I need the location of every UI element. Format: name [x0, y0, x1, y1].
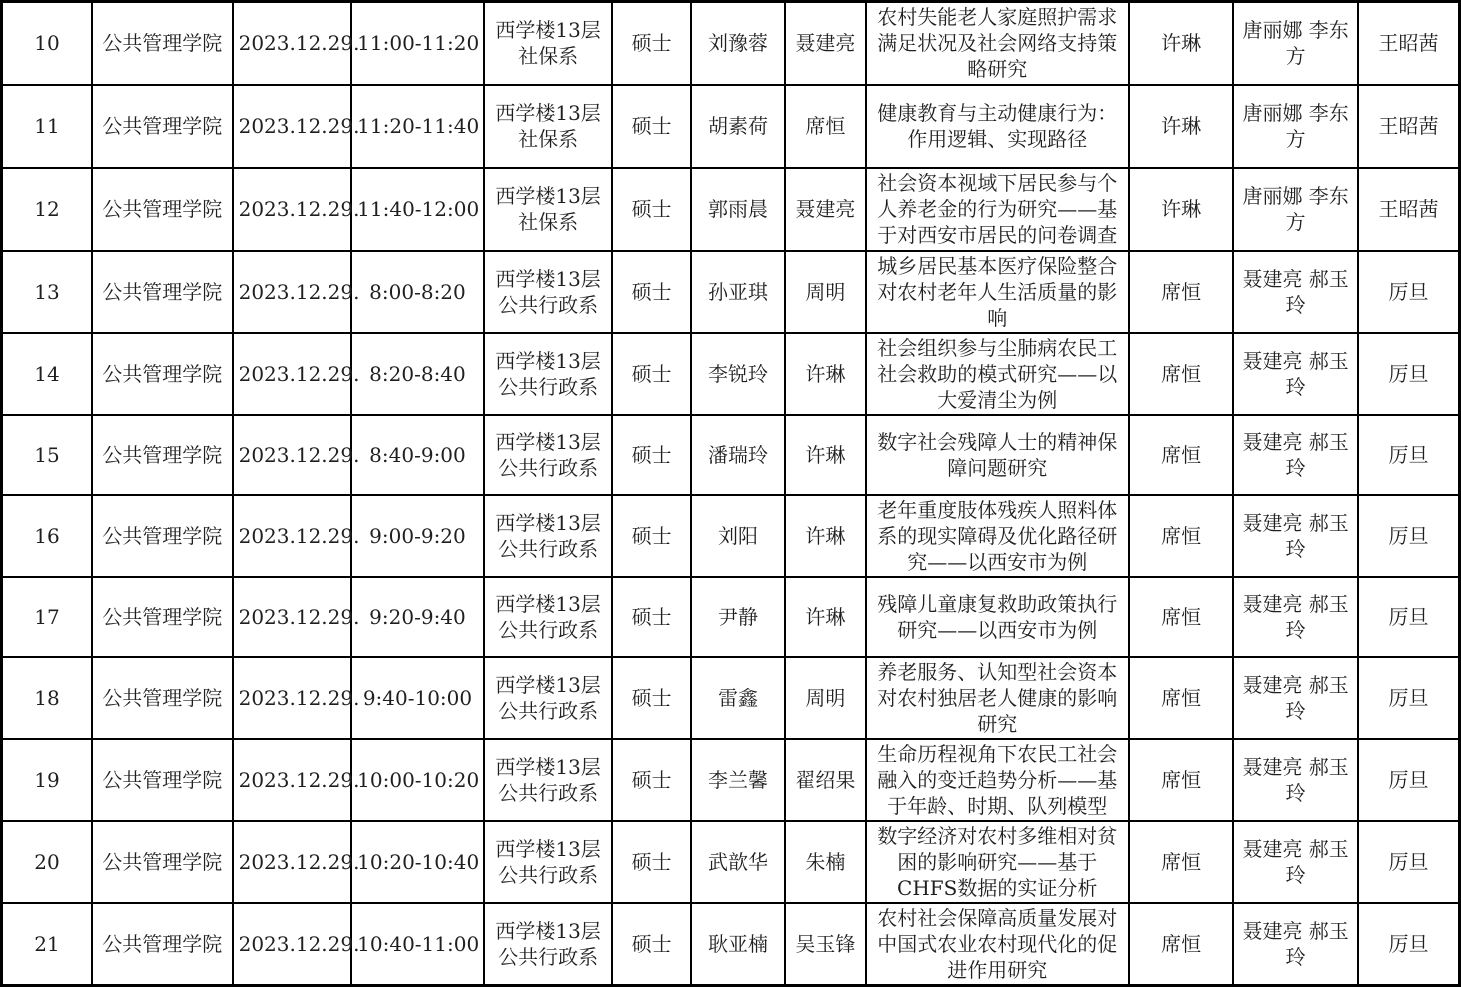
secretary-cell: 厉旦 — [1358, 495, 1460, 577]
schedule-row — [2, 903, 1460, 986]
chair-cell: 席恒 — [1129, 333, 1234, 415]
thesis-title-cell: 健康教育与主动健康行为：作用逻辑、实现路径 — [866, 85, 1129, 168]
student-cell: 郭雨晨 — [691, 168, 785, 251]
date-cell: 2023.12.29. — [233, 903, 352, 986]
date-cell: 2023.12.29. — [233, 333, 352, 415]
date-cell: 2023.12.29. — [233, 495, 352, 577]
location-cell: 西学楼13层公共行政系 — [484, 577, 613, 657]
college-cell: 公共管理学院 — [92, 657, 233, 739]
location-cell: 西学楼13层公共行政系 — [484, 821, 613, 903]
college-cell: 公共管理学院 — [92, 577, 233, 657]
thesis-title-cell: 生命历程视角下农民工社会融入的变迁趋势分析——基于年龄、时期、队列模型 — [866, 739, 1129, 821]
secretary-cell: 厉旦 — [1358, 657, 1460, 739]
secretary-cell: 王昭茜 — [1358, 2, 1460, 85]
schedule-row — [2, 495, 1460, 577]
serial-cell: 11 — [2, 85, 92, 168]
secretary-cell: 王昭茜 — [1358, 85, 1460, 168]
date-cell: 2023.12.29. — [233, 2, 352, 85]
thesis-title-cell: 养老服务、认知型社会资本对农村独居老人健康的影响研究 — [866, 657, 1129, 739]
schedule-row — [2, 657, 1460, 739]
serial-cell: 14 — [2, 333, 92, 415]
time-cell: 11:20-11:40 — [351, 85, 484, 168]
thesis-title-cell: 城乡居民基本医疗保险整合对农村老年人生活质量的影响 — [866, 251, 1129, 333]
secretary-cell: 厉旦 — [1358, 415, 1460, 495]
student-cell: 雷鑫 — [691, 657, 785, 739]
serial-cell: 17 — [2, 577, 92, 657]
serial-cell: 21 — [2, 903, 92, 986]
college-cell: 公共管理学院 — [92, 333, 233, 415]
chair-cell: 许琳 — [1129, 2, 1234, 85]
time-cell: 9:00-9:20 — [351, 495, 484, 577]
schedule-row — [2, 577, 1460, 657]
serial-cell: 18 — [2, 657, 92, 739]
secretary-cell: 厉旦 — [1358, 577, 1460, 657]
student-cell: 尹静 — [691, 577, 785, 657]
members-cell: 聂建亮 郝玉玲 — [1233, 495, 1358, 577]
college-cell: 公共管理学院 — [92, 85, 233, 168]
college-cell: 公共管理学院 — [92, 2, 233, 85]
supervisor-cell: 许琳 — [785, 495, 865, 577]
schedule-row — [2, 333, 1460, 415]
secretary-cell: 厉旦 — [1358, 821, 1460, 903]
supervisor-cell: 许琳 — [785, 333, 865, 415]
time-cell: 8:00-8:20 — [351, 251, 484, 333]
college-cell: 公共管理学院 — [92, 739, 233, 821]
date-cell: 2023.12.29. — [233, 415, 352, 495]
time-cell: 10:00-10:20 — [351, 739, 484, 821]
members-cell: 聂建亮 郝玉玲 — [1233, 333, 1358, 415]
student-cell: 李兰馨 — [691, 739, 785, 821]
serial-cell: 19 — [2, 739, 92, 821]
chair-cell: 席恒 — [1129, 657, 1234, 739]
degree-cell: 硕士 — [612, 168, 690, 251]
serial-cell: 12 — [2, 168, 92, 251]
degree-cell: 硕士 — [612, 415, 690, 495]
serial-cell: 16 — [2, 495, 92, 577]
supervisor-cell: 许琳 — [785, 577, 865, 657]
members-cell: 唐丽娜 李东方 — [1233, 168, 1358, 251]
chair-cell: 许琳 — [1129, 168, 1234, 251]
location-cell: 西学楼13层社保系 — [484, 2, 613, 85]
members-cell: 聂建亮 郝玉玲 — [1233, 903, 1358, 986]
date-cell: 2023.12.29. — [233, 251, 352, 333]
time-cell: 10:20-10:40 — [351, 821, 484, 903]
supervisor-cell: 吴玉锋 — [785, 903, 865, 986]
location-cell: 西学楼13层公共行政系 — [484, 739, 613, 821]
members-cell: 聂建亮 郝玉玲 — [1233, 821, 1358, 903]
chair-cell: 席恒 — [1129, 415, 1234, 495]
thesis-title-cell: 社会组织参与尘肺病农民工社会救助的模式研究——以大爱清尘为例 — [866, 333, 1129, 415]
thesis-title-cell: 数字经济对农村多维相对贫困的影响研究——基于CHFS数据的实证分析 — [866, 821, 1129, 903]
student-cell: 孙亚琪 — [691, 251, 785, 333]
serial-cell: 13 — [2, 251, 92, 333]
location-cell: 西学楼13层公共行政系 — [484, 495, 613, 577]
time-cell: 8:20-8:40 — [351, 333, 484, 415]
thesis-title-cell: 社会资本视域下居民参与个人养老金的行为研究——基于对西安市居民的问卷调查 — [866, 168, 1129, 251]
location-cell: 西学楼13层公共行政系 — [484, 333, 613, 415]
degree-cell: 硕士 — [612, 495, 690, 577]
college-cell: 公共管理学院 — [92, 821, 233, 903]
college-cell: 公共管理学院 — [92, 168, 233, 251]
date-cell: 2023.12.29. — [233, 821, 352, 903]
members-cell: 聂建亮 郝玉玲 — [1233, 415, 1358, 495]
date-cell: 2023.12.29. — [233, 657, 352, 739]
degree-cell: 硕士 — [612, 577, 690, 657]
date-cell: 2023.12.29. — [233, 739, 352, 821]
college-cell: 公共管理学院 — [92, 415, 233, 495]
location-cell: 西学楼13层公共行政系 — [484, 415, 613, 495]
location-cell: 西学楼13层社保系 — [484, 168, 613, 251]
college-cell: 公共管理学院 — [92, 903, 233, 986]
date-cell: 2023.12.29. — [233, 577, 352, 657]
schedule-row — [2, 85, 1460, 168]
degree-cell: 硕士 — [612, 657, 690, 739]
members-cell: 聂建亮 郝玉玲 — [1233, 577, 1358, 657]
thesis-title-cell: 老年重度肢体残疾人照料体系的现实障碍及优化路径研究——以西安市为例 — [866, 495, 1129, 577]
supervisor-cell: 聂建亮 — [785, 168, 865, 251]
chair-cell: 席恒 — [1129, 903, 1234, 986]
supervisor-cell: 翟绍果 — [785, 739, 865, 821]
members-cell: 唐丽娜 李东方 — [1233, 85, 1358, 168]
chair-cell: 席恒 — [1129, 495, 1234, 577]
schedule-row — [2, 168, 1460, 251]
degree-cell: 硕士 — [612, 821, 690, 903]
degree-cell: 硕士 — [612, 739, 690, 821]
secretary-cell: 厉旦 — [1358, 333, 1460, 415]
time-cell: 11:40-12:00 — [351, 168, 484, 251]
schedule-row — [2, 251, 1460, 333]
degree-cell: 硕士 — [612, 333, 690, 415]
thesis-title-cell: 残障儿童康复救助政策执行研究——以西安市为例 — [866, 577, 1129, 657]
secretary-cell: 厉旦 — [1358, 903, 1460, 986]
degree-cell: 硕士 — [612, 2, 690, 85]
student-cell: 潘瑞玲 — [691, 415, 785, 495]
time-cell: 9:40-10:00 — [351, 657, 484, 739]
college-cell: 公共管理学院 — [92, 251, 233, 333]
student-cell: 刘豫蓉 — [691, 2, 785, 85]
schedule-table-body — [2, 2, 1460, 986]
members-cell: 聂建亮 郝玉玲 — [1233, 251, 1358, 333]
members-cell: 聂建亮 郝玉玲 — [1233, 739, 1358, 821]
supervisor-cell: 许琳 — [785, 415, 865, 495]
schedule-row — [2, 821, 1460, 903]
college-cell: 公共管理学院 — [92, 495, 233, 577]
secretary-cell: 王昭茜 — [1358, 168, 1460, 251]
date-cell: 2023.12.29. — [233, 168, 352, 251]
schedule-row — [2, 415, 1460, 495]
time-cell: 10:40-11:00 — [351, 903, 484, 986]
secretary-cell: 厉旦 — [1358, 251, 1460, 333]
thesis-title-cell: 数字社会残障人士的精神保障问题研究 — [866, 415, 1129, 495]
serial-cell: 10 — [2, 2, 92, 85]
time-cell: 11:00-11:20 — [351, 2, 484, 85]
student-cell: 刘阳 — [691, 495, 785, 577]
members-cell: 唐丽娜 李东方 — [1233, 2, 1358, 85]
chair-cell: 席恒 — [1129, 739, 1234, 821]
degree-cell: 硕士 — [612, 903, 690, 986]
supervisor-cell: 席恒 — [785, 85, 865, 168]
supervisor-cell: 朱楠 — [785, 821, 865, 903]
supervisor-cell: 周明 — [785, 657, 865, 739]
schedule-row — [2, 739, 1460, 821]
location-cell: 西学楼13层公共行政系 — [484, 251, 613, 333]
supervisor-cell: 聂建亮 — [785, 2, 865, 85]
time-cell: 9:20-9:40 — [351, 577, 484, 657]
student-cell: 耿亚楠 — [691, 903, 785, 986]
chair-cell: 席恒 — [1129, 577, 1234, 657]
serial-cell: 20 — [2, 821, 92, 903]
location-cell: 西学楼13层公共行政系 — [484, 657, 613, 739]
student-cell: 武歆华 — [691, 821, 785, 903]
degree-cell: 硕士 — [612, 85, 690, 168]
secretary-cell: 厉旦 — [1358, 739, 1460, 821]
chair-cell: 席恒 — [1129, 821, 1234, 903]
location-cell: 西学楼13层社保系 — [484, 85, 613, 168]
thesis-title-cell: 农村失能老人家庭照护需求满足状况及社会网络支持策略研究 — [866, 2, 1129, 85]
schedule-row — [2, 2, 1460, 85]
student-cell: 胡素荷 — [691, 85, 785, 168]
members-cell: 聂建亮 郝玉玲 — [1233, 657, 1358, 739]
chair-cell: 席恒 — [1129, 251, 1234, 333]
thesis-title-cell: 农村社会保障高质量发展对中国式农业农村现代化的促进作用研究 — [866, 903, 1129, 986]
location-cell: 西学楼13层公共行政系 — [484, 903, 613, 986]
supervisor-cell: 周明 — [785, 251, 865, 333]
chair-cell: 许琳 — [1129, 85, 1234, 168]
student-cell: 李锐玲 — [691, 333, 785, 415]
serial-cell: 15 — [2, 415, 92, 495]
time-cell: 8:40-9:00 — [351, 415, 484, 495]
date-cell: 2023.12.29. — [233, 85, 352, 168]
degree-cell: 硕士 — [612, 251, 690, 333]
